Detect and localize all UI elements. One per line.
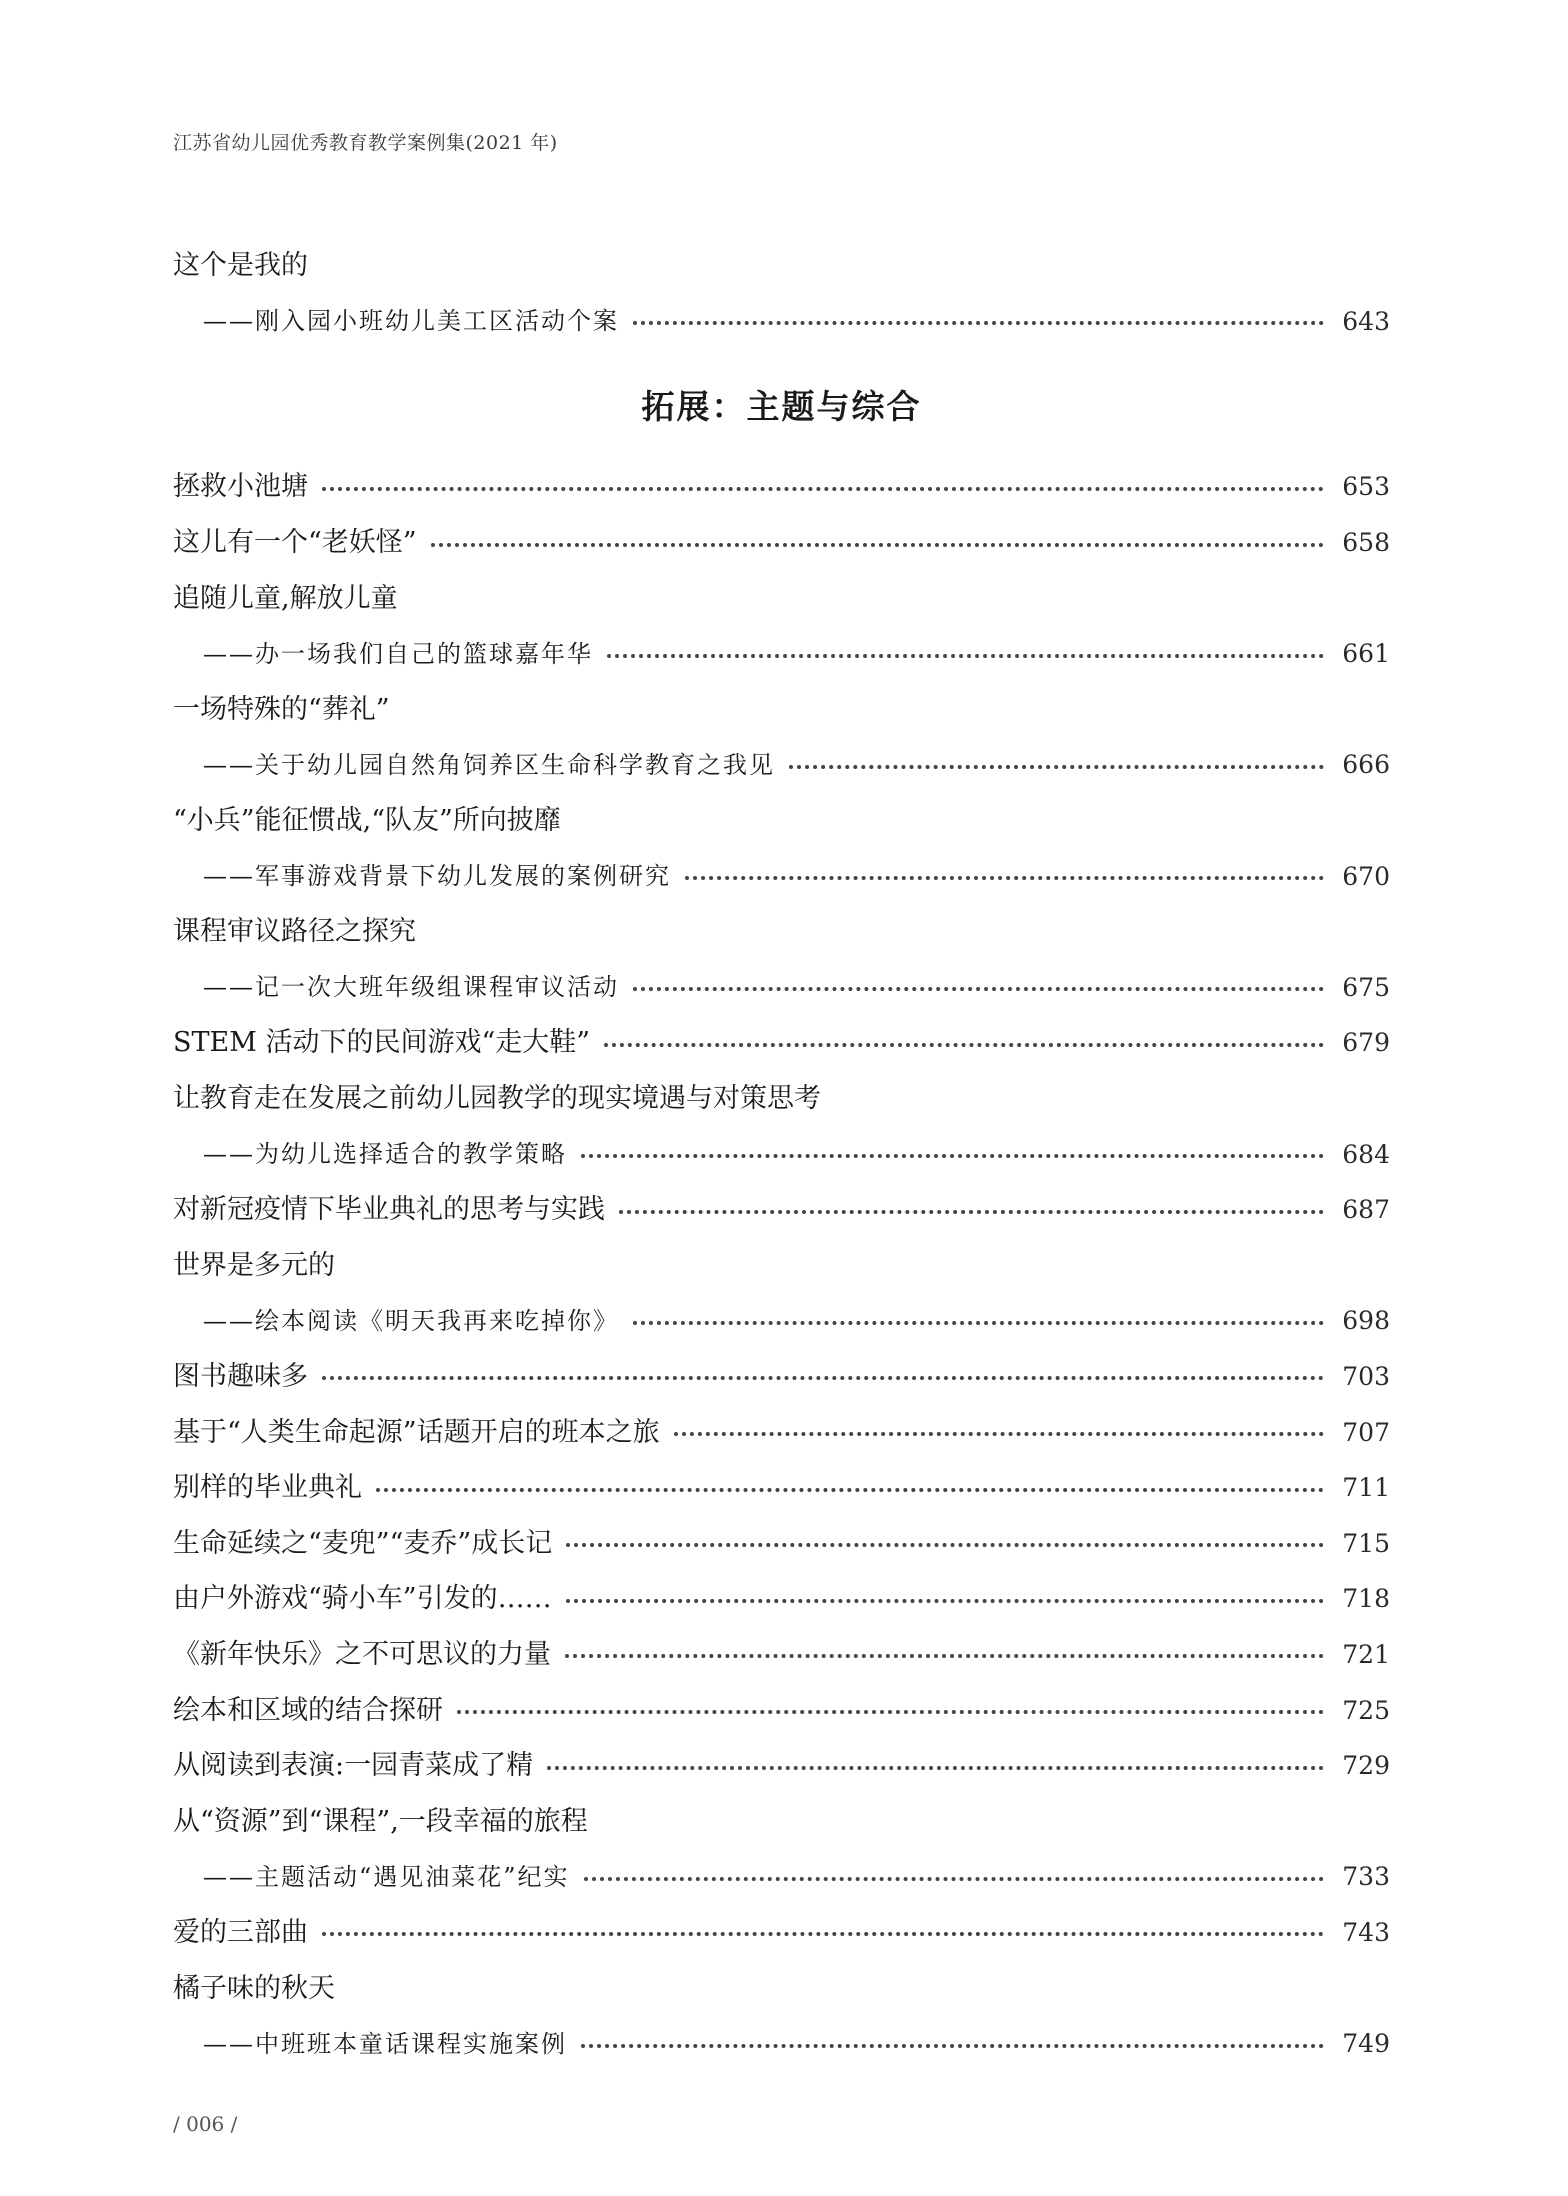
toc-page-number: 698 <box>1342 1306 1390 1336</box>
toc-entry-title: 一场特殊的“葬礼” <box>173 693 390 725</box>
dot-leader <box>581 1154 1324 1158</box>
dot-leader <box>607 654 1324 658</box>
toc-subtitle-text: ——办一场我们自己的篮球嘉年华 <box>203 639 593 668</box>
dot-leader <box>581 2044 1324 2048</box>
toc-subtitle-text: ——绘本阅读《明天我再来吃掉你》 <box>203 1306 619 1335</box>
toc-entry <box>173 904 1390 960</box>
toc-entry-title: 这个是我的 <box>173 250 308 282</box>
toc-entry <box>173 1682 1390 1738</box>
toc-page-number: 729 <box>1342 1751 1390 1781</box>
toc-entry-title: 拯救小池塘 <box>173 471 308 503</box>
toc-entry <box>173 1571 1390 1627</box>
toc-entry <box>173 1349 1390 1405</box>
toc-entry-title: 《新年快乐》之不可思议的力量 <box>173 1638 551 1670</box>
toc-entry <box>173 570 1390 626</box>
toc-subtitle-entry <box>173 294 1390 350</box>
toc-entry-title: 这儿有一个“老妖怪” <box>173 527 417 559</box>
page-number: / 006 / <box>173 2112 238 2136</box>
toc-entry-title: 爱的三部曲 <box>173 1916 308 1948</box>
toc-entry-title: STEM 活动下的民间游戏“走大鞋” <box>173 1027 591 1059</box>
toc-page-number: 749 <box>1342 2029 1390 2059</box>
toc-entry <box>173 1460 1390 1516</box>
dot-leader <box>604 1043 1324 1047</box>
toc-subtitle-entry <box>173 737 1390 793</box>
toc-entry-title: “小兵”能征惯战,“队友”所向披靡 <box>173 805 561 837</box>
dot-leader <box>322 487 1324 491</box>
toc-entry <box>173 1905 1390 1961</box>
toc-page-number: 743 <box>1342 1917 1390 1947</box>
dot-leader <box>674 1432 1325 1436</box>
toc-page-number: 658 <box>1342 528 1390 558</box>
dot-leader <box>431 543 1325 547</box>
toc-page-number: 684 <box>1342 1139 1390 1169</box>
dot-leader <box>566 1543 1324 1547</box>
toc-entry <box>173 1738 1390 1794</box>
toc-entry-title: 图书趣味多 <box>173 1360 308 1392</box>
toc-entry-title: 从阅读到表演:一园青菜成了精 <box>173 1750 534 1782</box>
dot-leader <box>322 1932 1324 1936</box>
toc-page-number: 661 <box>1342 639 1390 669</box>
toc-after-section <box>173 459 1390 2071</box>
toc-page-number: 718 <box>1342 1584 1390 1614</box>
toc-subtitle-text: ——主题活动“遇见油菜花”纪实 <box>203 1862 570 1891</box>
toc-subtitle-text: ——关于幼儿园自然角饲养区生命科学教育之我见 <box>203 750 775 779</box>
toc-page-number: 670 <box>1342 861 1390 891</box>
dot-leader <box>584 1877 1325 1881</box>
toc-entry-title: 从“资源”到“课程”,一段幸福的旅程 <box>173 1805 588 1837</box>
toc-entry-title: 绘本和区域的结合探研 <box>173 1694 443 1726</box>
toc-entry <box>173 1960 1390 2016</box>
toc-entry-title: 让教育走在发展之前幼儿园教学的现实境遇与对策思考 <box>173 1083 821 1115</box>
toc-page-number: 711 <box>1342 1473 1390 1503</box>
section-heading: 拓展：主题与综合 <box>641 386 922 426</box>
toc-entry <box>173 459 1390 515</box>
dot-leader <box>322 1376 1324 1380</box>
dot-leader <box>789 765 1324 769</box>
toc-entry-title: 基于“人类生命起源”话题开启的班本之旅 <box>173 1416 660 1448</box>
toc-page-number: 703 <box>1342 1361 1390 1391</box>
toc-entry <box>173 1015 1390 1071</box>
toc-entry-title: 别样的毕业典礼 <box>173 1472 362 1504</box>
toc-subtitle-entry <box>173 2016 1390 2072</box>
toc-subtitle-text: ——军事游戏背景下幼儿发展的案例研究 <box>203 862 671 891</box>
toc-subtitle-text: ——记一次大班年级组课程审议活动 <box>203 973 619 1002</box>
toc-entry-title: 生命延续之“麦兜”“麦乔”成长记 <box>173 1527 553 1559</box>
running-head: 江苏省幼儿园优秀教育教学案例集(2021 年) <box>173 132 558 154</box>
dot-leader <box>619 1210 1324 1214</box>
toc-page-number: 721 <box>1342 1639 1390 1669</box>
toc-entry <box>173 1515 1390 1571</box>
toc-page-number: 707 <box>1342 1417 1390 1447</box>
toc-entry <box>173 1182 1390 1238</box>
dot-leader <box>633 1321 1324 1325</box>
dot-leader <box>457 1710 1324 1714</box>
toc-subtitle-text: ——刚入园小班幼儿美工区活动个案 <box>203 307 619 336</box>
toc-page-number: 715 <box>1342 1528 1390 1558</box>
toc-before-section <box>173 238 1390 349</box>
toc-subtitle-entry <box>173 1849 1390 1905</box>
dot-leader <box>376 1488 1324 1492</box>
toc-page-number: 687 <box>1342 1195 1390 1225</box>
toc-entry-title: 由户外游戏“骑小车”引发的…… <box>173 1583 552 1615</box>
dot-leader <box>633 321 1324 325</box>
toc-entry-title: 课程审议路径之探究 <box>173 916 416 948</box>
toc-subtitle-entry <box>173 960 1390 1016</box>
toc-page-number: 679 <box>1342 1028 1390 1058</box>
toc-entry-title: 橘子味的秋天 <box>173 1972 335 2004</box>
dot-leader <box>566 1599 1325 1603</box>
dot-leader <box>633 987 1324 991</box>
toc-subtitle-text: ——为幼儿选择适合的教学策略 <box>203 1140 567 1169</box>
toc-page-number: 675 <box>1342 972 1390 1002</box>
toc-entry-title: 对新冠疫情下毕业典礼的思考与实践 <box>173 1194 605 1226</box>
toc-page-number: 643 <box>1342 306 1390 336</box>
toc-page-number: 725 <box>1342 1695 1390 1725</box>
toc-entry <box>173 1627 1390 1683</box>
toc-entry <box>173 793 1390 849</box>
toc-entry <box>173 1793 1390 1849</box>
toc-page-number: 733 <box>1342 1862 1390 1892</box>
toc-entry <box>173 515 1390 571</box>
dot-leader <box>565 1654 1324 1658</box>
toc-entry <box>173 1238 1390 1294</box>
dot-leader <box>685 876 1324 880</box>
toc-subtitle-text: ——中班班本童话课程实施案例 <box>203 2029 567 2058</box>
toc-entry-title: 追随儿童,解放儿童 <box>173 582 398 614</box>
toc-subtitle-entry <box>173 1126 1390 1182</box>
toc-subtitle-entry <box>173 848 1390 904</box>
table-of-contents <box>173 238 1390 2071</box>
toc-entry-title: 世界是多元的 <box>173 1249 335 1281</box>
toc-entry <box>173 1071 1390 1127</box>
toc-entry <box>173 238 1390 294</box>
toc-entry <box>173 1404 1390 1460</box>
toc-subtitle-entry <box>173 1293 1390 1349</box>
toc-subtitle-entry <box>173 626 1390 682</box>
dot-leader <box>547 1766 1324 1770</box>
toc-entry <box>173 682 1390 738</box>
toc-page-number: 666 <box>1342 750 1390 780</box>
toc-page-number: 653 <box>1342 472 1390 502</box>
